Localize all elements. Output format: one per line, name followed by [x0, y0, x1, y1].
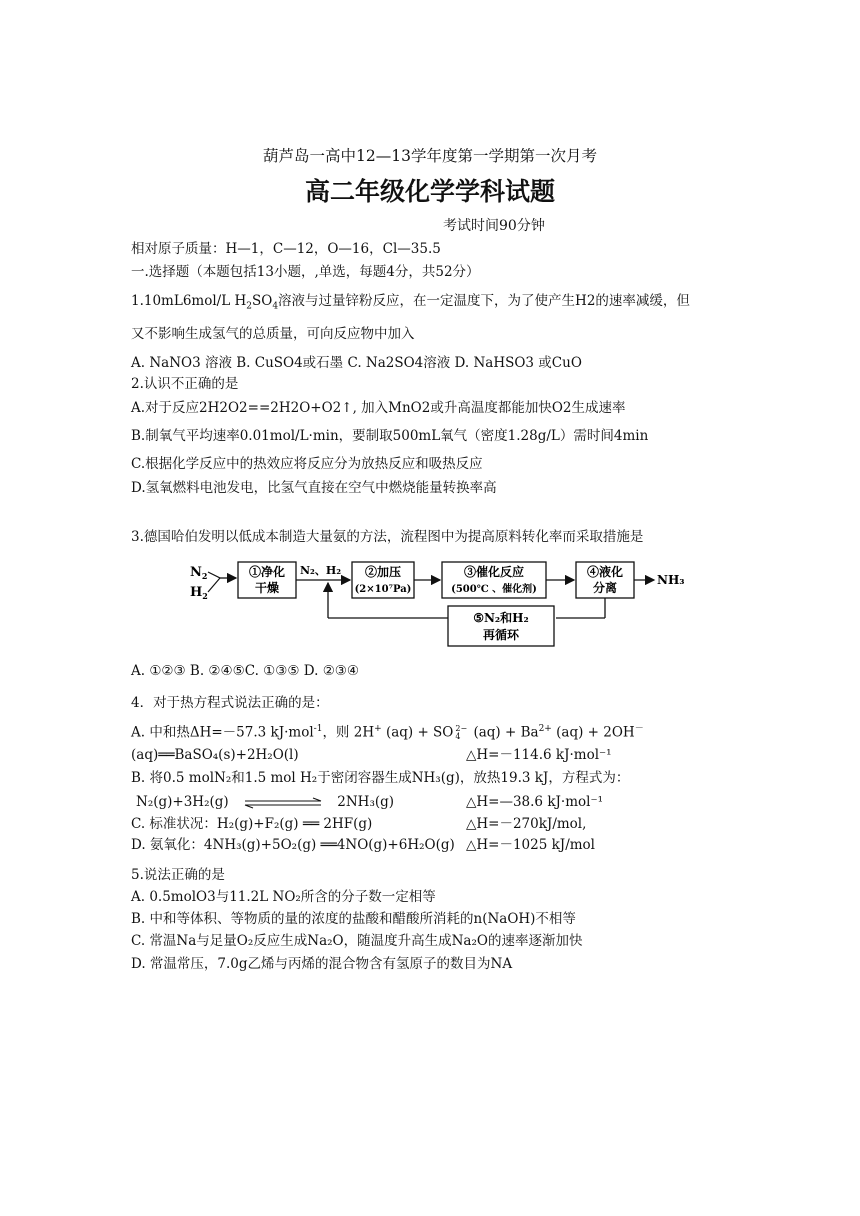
- q4-stem: 4．对于热方程式说法正确的是：: [131, 695, 329, 711]
- q5-stem: 5.说法正确的是: [131, 867, 225, 883]
- q1-stem-line2: 又不影响生成氢气的总质量，可向反应物中加入: [131, 326, 415, 342]
- svg-text:③催化反应: ③催化反应: [463, 565, 525, 579]
- haber-process-diagram: [180, 556, 700, 656]
- school-header: 葫芦岛一高中12—13学年度第一学期第一次月考: [263, 147, 597, 165]
- q2-option-c: C.根据化学反应中的热效应将反应分为放热反应和吸热反应: [131, 456, 483, 472]
- q4-option-b-line2: N₂(g)+3H₂(g) 2NH₃(g): [136, 794, 395, 810]
- q2-option-d: D.氢氧燃料电池发电，比氢气直接在空气中燃烧能量转换率高: [131, 480, 497, 496]
- svg-text:(2×10⁷Pa): (2×10⁷Pa): [354, 584, 412, 595]
- q1-stem-line1: 1.10mL6mol/L $H_2SO_4$溶液与过量锌粉反应，在一定温度下，为了使产生H2的速率减缓，但: [131, 293, 690, 312]
- q5-option-c: C. 常温Na与足量O₂反应生成Na₂O，随温度升高生成Na₂O的速率逐渐加快: [131, 933, 583, 949]
- q1-options: A. NaNO3 溶液 B. CuSO4或石墨 C. Na2SO4溶液 D. NaHSO3 或CuO: [131, 355, 582, 371]
- q5-option-b: B. 中和等体积、等物质的量的浓度的盐酸和醋酸所消耗的n(NaOH)不相等: [131, 911, 576, 927]
- svg-text:分离: 分离: [592, 581, 618, 595]
- q4-option-b-dh: △H=—38.6 kJ·mol⁻¹: [466, 794, 603, 810]
- q4-option-b-line1: B. 将0.5 molN₂和1.5 mol H₂于密闭容器生成NH₃(g)，放热19.3 kJ，方程式为：: [131, 770, 630, 786]
- mid-label: N₂、H₂: [300, 564, 342, 577]
- svg-text:⑤N₂和H₂: ⑤N₂和H₂: [473, 611, 529, 625]
- q2-option-b: B.制氧气平均速率0.01mol/L·min，要制取500mL氧气（密度1.28g/L）需时间4min: [131, 428, 649, 444]
- page-title: 高二年级化学学科试题: [304, 177, 555, 206]
- q4-option-d: D. 氨氧化：4NH₃(g)+5O₂(g) ══4NO(g)+6H₂O(g): [131, 837, 455, 853]
- exam-time: 考试时间90分钟: [443, 218, 545, 234]
- svg-text:①净化: ①净化: [248, 565, 286, 579]
- q4-option-a-line2: (aq)══BaSO₄(s)+2H₂O(l): [131, 747, 299, 763]
- output-nh3: NH₃: [657, 573, 685, 587]
- input-n2: $N_2$: [190, 565, 208, 581]
- svg-text:②加压: ②加压: [364, 565, 402, 579]
- q5-option-a: A. 0.5molO3与11.2L NO₂所含的分子数一定相等: [131, 889, 436, 905]
- q4-option-d-dh: △H=－1025 kJ/mol: [466, 837, 596, 853]
- atomic-mass: 相对原子质量：H—1，C—12，O—16，Cl—35.5: [131, 241, 441, 257]
- svg-text:(500℃ 、催化剂): (500℃ 、催化剂): [451, 584, 537, 595]
- svg-text:④液化: ④液化: [586, 565, 624, 579]
- q2-stem: 2.认识不正确的是: [131, 376, 239, 392]
- q3-stem: 3.德国哈伯发明以低成本制造大量氨的方法，流程图中为提高原料转化率而采取措施是: [131, 529, 644, 545]
- q3-options: A. ①②③ B. ②④⑤C. ①③⑤ D. ②③④: [131, 663, 360, 679]
- svg-text:再循环: 再循环: [482, 628, 520, 642]
- section-heading: 一.选择题（本题包括13小题，,单选，每题4分，共52分）: [131, 264, 480, 280]
- q4-option-c-dh: △H=－270kJ/mol,: [466, 816, 587, 832]
- q2-option-a: A.对于反应2H2O2==2H2O+O2↑, 加入MnO2或升高温度都能加快O2生成速率: [131, 400, 626, 416]
- svg-text:干燥: 干燥: [254, 581, 280, 595]
- equilibrium-arrow: [243, 797, 323, 809]
- q4-option-c: C. 标准状况：H₂(g)+F₂(g) ══ 2HF(g): [131, 816, 373, 832]
- q4-option-a-line1: A. 中和热ΔH=－57.3 kJ·mol$^{-1}$，则 2H+ (aq) + SO 2− 4 $(aq) + Ba^{2+}$ (aq) + 2OH－: [131, 724, 644, 741]
- q5-option-d: D. 常温常压，7.0g乙烯与丙烯的混合物含有氢原子的数目为NA: [131, 956, 513, 972]
- input-h2: $H_2$: [190, 585, 208, 601]
- q4-option-a-dh: △H=－114.6 kJ·mol⁻¹: [466, 747, 612, 763]
